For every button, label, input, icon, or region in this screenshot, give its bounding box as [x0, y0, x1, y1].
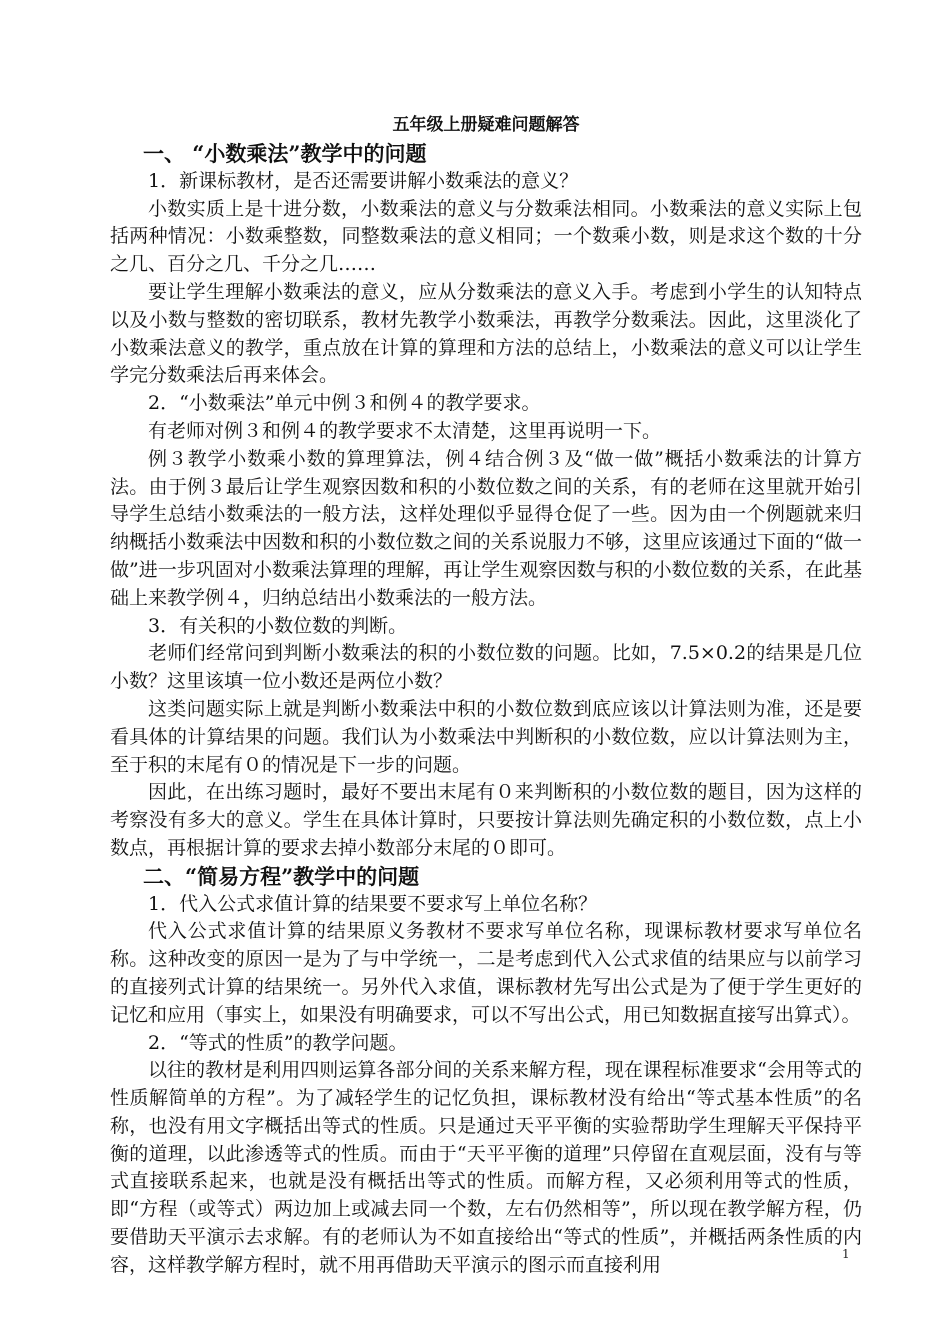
paragraph: 例３教学小数乘小数的算理算法，例４结合例３及“做一做”概括小数乘法的计算方法。由于例３最后让学生观察因数和积的小数位数之间的关系，有的老师在这里就开始引导学生总结小数乘法的一般方法，这样处理似乎显得仓促了一些。因为由一个例题就来归纳概括小数乘法中因数和积的小数位数之间的关系说服力不够，这里应该通过下面的“做一做”进一步巩固对小数乘法算理的理解，再让学生观察因数与积的小数位数的关系，在此基础上来教学例４，归纳总结出小数乘法的一般方法。 — [110, 447, 862, 609]
page-number: 1 — [842, 1247, 850, 1261]
question-1-1: 1．新课标教材，是否还需要讲解小数乘法的意义？ — [148, 169, 579, 192]
question-2-2: 2．“等式的性质”的教学问题。 — [148, 1031, 408, 1054]
paragraph: 以往的教材是利用四则运算各部分间的关系来解方程，现在课程标准要求“会用等式的性质解简单的方程”。为了减轻学生的记忆负担，课标教材没有给出“等式基本性质”的名称，也没有用文字概括出等式的性质。只是通过天平平衡的实验帮助学生理解天平保持平衡的道理，以此渗透等式的性质。而由于“天平平衡的道理”只停留在直观层面，没有与等式直接联系起来，也就是没有概括出等式的性质。而解方程，又必须利用等式的性质，即“方程（或等式）两边加上或减去同一个数，左右仍然相等”，所以现在教学解方程，仍要借助天平演示去求解。有的老师认为不如直接给出“等式的性质”，并概括两条性质的内容，这样教学解方程时，就不用再借助天平演示的图示而直接利用 — [110, 1059, 862, 1276]
question-2-1: 1．代入公式求值计算的结果要不要求写上单位名称？ — [148, 892, 598, 915]
paragraph: 这类问题实际上就是判断小数乘法中积的小数位数到底应该以计算法则为准，还是要看具体的计算结果的问题。我们认为小数乘法中判断积的小数位数，应以计算法则为主，至于积的末尾有０的情况是下一步的问题。 — [110, 697, 862, 776]
paragraph: 代入公式求值计算的结果原义务教材不要求写单位名称，现课标教材要求写单位名称。这种改变的原因一是为了与中学统一，二是考虑到代入公式求值的结果应与以前学习的直接列式计算的结果统一。另外代入求值，课标教材先写出公式是为了便于学生更好的记忆和应用（事实上，如果没有明确要求，可以不写出公式，用已知数据直接写出算式）。 — [110, 920, 862, 1026]
section-heading-2: 二、“简易方程”教学中的问题 — [143, 863, 420, 889]
question-1-3: 3．有关积的小数位数的判断。 — [148, 614, 408, 637]
paragraph: 要让学生理解小数乘法的意义，应从分数乘法的意义入手。考虑到小学生的认知特点以及小数与整数的密切联系，教材先教学小数乘法，再教学分数乘法。因此，这里淡化了小数乘法意义的教学，重点放在计算的算理和方法的总结上，小数乘法的意义可以让学生学完分数乘法后再来体会。 — [110, 280, 862, 387]
paragraph: 老师们经常问到判断小数乘法的积的小数位数的问题。比如，7.5×0.2的结果是几位小数？这里该填一位小数还是两位小数？ — [110, 642, 862, 693]
paragraph: 小数实质上是十进分数，小数乘法的意义与分数乘法相同。小数乘法的意义实际上包括两种情况：小数乘整数，同整数乘法的意义相同；一个数乘小数，则是求这个数的十分之几、百分之几、千分之几…… — [110, 197, 862, 276]
document-title: 五年级上册疑难问题解答 — [392, 115, 580, 135]
question-1-2: 2．“小数乘法”单元中例３和例４的教学要求。 — [148, 392, 541, 415]
document-page — [110, 112, 862, 1280]
paragraph: 因此，在出练习题时，最好不要出末尾有０来判断积的小数位数的题目，因为这样的考察没有多大的意义。学生在具体计算时，只要按计算法则先确定积的小数位数，点上小数点，再根据计算的要求去掉小数部分末尾的０即可。 — [110, 781, 862, 859]
paragraph: 有老师对例３和例４的教学要求不太清楚，这里再说明一下。 — [148, 419, 662, 442]
section-heading-1: 一、 “小数乘法”教学中的问题 — [143, 141, 427, 166]
